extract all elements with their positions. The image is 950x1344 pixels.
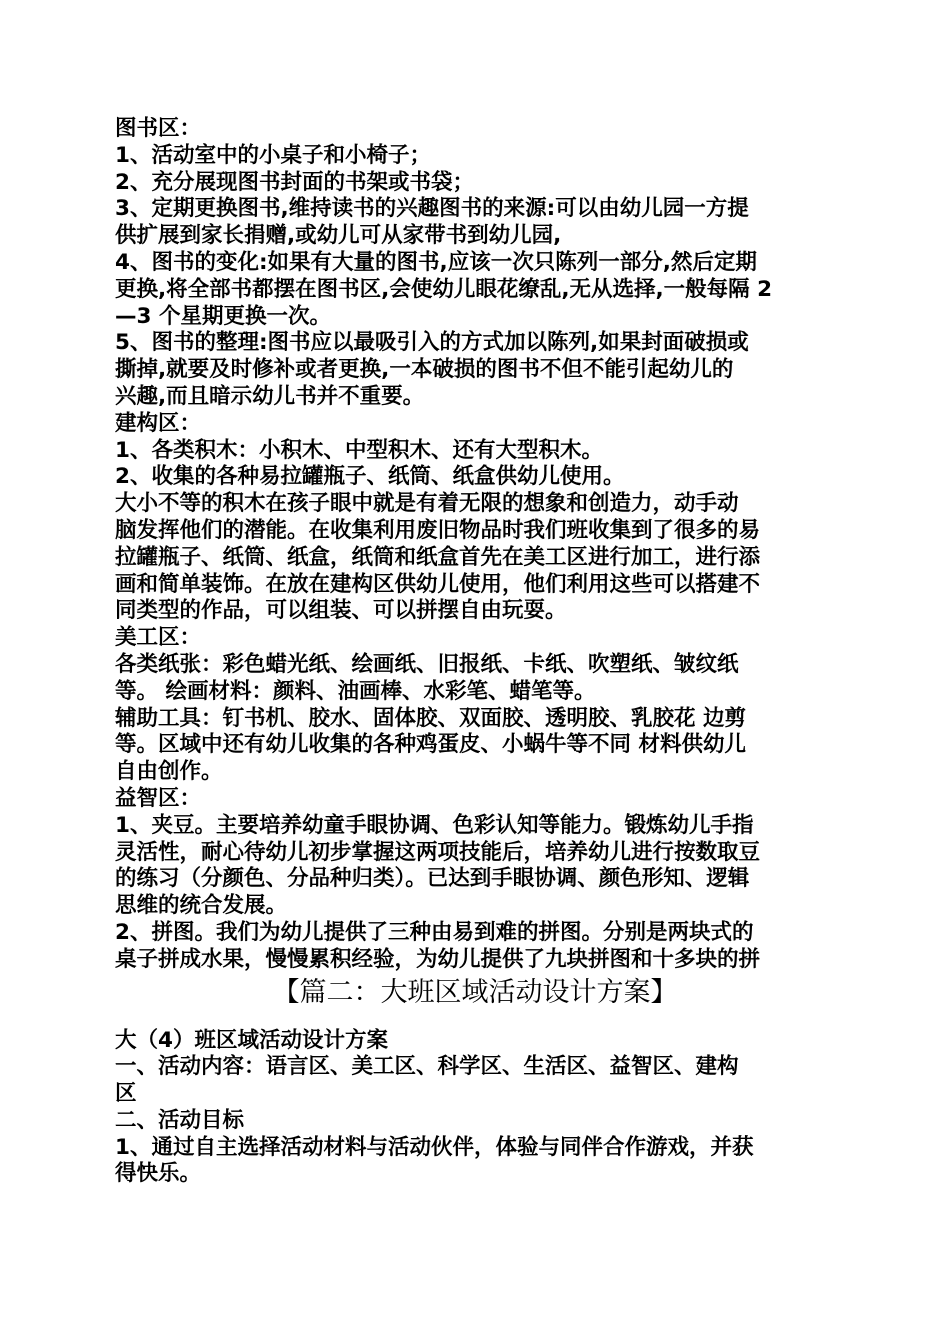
text-line: 大（4）班区域活动设计方案: [115, 1027, 388, 1053]
text-line: 桌子拼成水果，慢慢累积经验，为幼儿提供了九块拼图和十多块的拼: [115, 946, 761, 972]
text-line: 1、通过自主选择活动材料与活动伙伴，体验与同伴合作游戏，并获: [115, 1134, 754, 1160]
text-line: 2、拼图。我们为幼儿提供了三种由易到难的拼图。分别是两块式的: [115, 919, 754, 945]
text-line: 辅助工具：钉书机、胶水、固体胶、双面胶、透明胶、乳胶花 边剪: [115, 705, 746, 731]
text-line: 得快乐。: [115, 1161, 202, 1187]
text-line: 图书区：: [115, 116, 202, 141]
text-line: 等。 绘画材料：颜料、油画棒、水彩笔、蜡笔等。: [115, 678, 596, 704]
text-line: 思维的统合发展。: [115, 893, 288, 919]
text-line: 一、活动内容：语言区、美工区、科学区、生活区、益智区、建构: [115, 1054, 739, 1080]
text-line: 等。区域中还有幼儿收集的各种鸡蛋皮、小蜗牛等不同 材料供幼儿: [115, 732, 746, 758]
text-line: 2、收集的各种易拉罐瓶子、纸筒、纸盒供幼儿使用。: [115, 464, 625, 490]
section-activity-plan: [115, 1028, 835, 1189]
text-line: 灵活性，耐心待幼儿初步掌握这两项技能后，培养幼儿进行按数取豆: [115, 839, 761, 865]
text-line: 5、图书的整理:图书应以最吸引入的方式加以陈列,如果封面破损或: [115, 330, 749, 356]
text-line: 3、定期更换图书,维持读书的兴趣图书的来源:可以由幼儿园一方提: [115, 196, 749, 222]
text-line: 1、活动室中的小桌子和小椅子；: [115, 142, 431, 168]
section-heading: 【篇二：大班区域活动设计方案】: [272, 976, 678, 1008]
text-line: 区: [115, 1081, 137, 1107]
text-line: 大小不等的积木在孩子眼中就是有着无限的想象和创造力，动手动: [115, 491, 739, 517]
text-line: 二、活动目标: [115, 1107, 245, 1133]
text-line: 1、各类积木：小积木、中型积木、还有大型积木。: [115, 437, 603, 463]
text-line: 建构区：: [115, 410, 202, 436]
text-line: 美工区：: [115, 625, 202, 651]
text-line: 拉罐瓶子、纸筒、纸盒，纸筒和纸盒首先在美工区进行加工，进行添: [115, 544, 761, 570]
text-line: 兴趣,而且暗示幼儿书并不重要。: [115, 383, 425, 409]
text-line: 2、充分展现图书封面的书架或书袋；: [115, 169, 474, 195]
text-line: 画和简单装饰。在放在建构区供幼儿使用，他们利用这些可以搭建不: [115, 571, 761, 597]
text-line: —3 个星期更换一次。: [115, 303, 331, 329]
text-line: 自由创作。: [115, 759, 223, 785]
text-line: 1、夹豆。主要培养幼童手眼协调、色彩认知等能力。锻炼幼儿手指: [115, 812, 754, 838]
text-line: 益智区：: [115, 785, 202, 811]
document-body: [115, 116, 835, 1188]
text-line: 更换,将全部书都摆在图书区,会使幼儿眼花缭乱,无从选择,一般每隔 2: [115, 276, 773, 302]
text-line: 4、图书的变化:如果有大量的图书,应该一次只陈列一部分,然后定期: [115, 249, 757, 275]
text-line: 各类纸张：彩色蜡光纸、绘画纸、旧报纸、卡纸、吹塑纸、皱纹纸: [115, 651, 739, 677]
text-line: 同类型的作品，可以组装、可以拼摆自由玩耍。: [115, 598, 567, 624]
text-line: 供扩展到家长捐赠,或幼儿可从家带书到幼儿园,: [115, 223, 562, 249]
text-line: 脑发挥他们的潜能。在收集利用废旧物品时我们班收集到了很多的易: [115, 517, 761, 543]
section-reading-area-and-others: [115, 116, 835, 974]
text-line: 撕掉,就要及时修补或者更换,一本破损的图书不但不能引起幼儿的: [115, 357, 734, 383]
text-line: 的练习（分颜色、分品种归类）。已达到手眼协调、颜色形知、逻辑: [115, 866, 750, 892]
